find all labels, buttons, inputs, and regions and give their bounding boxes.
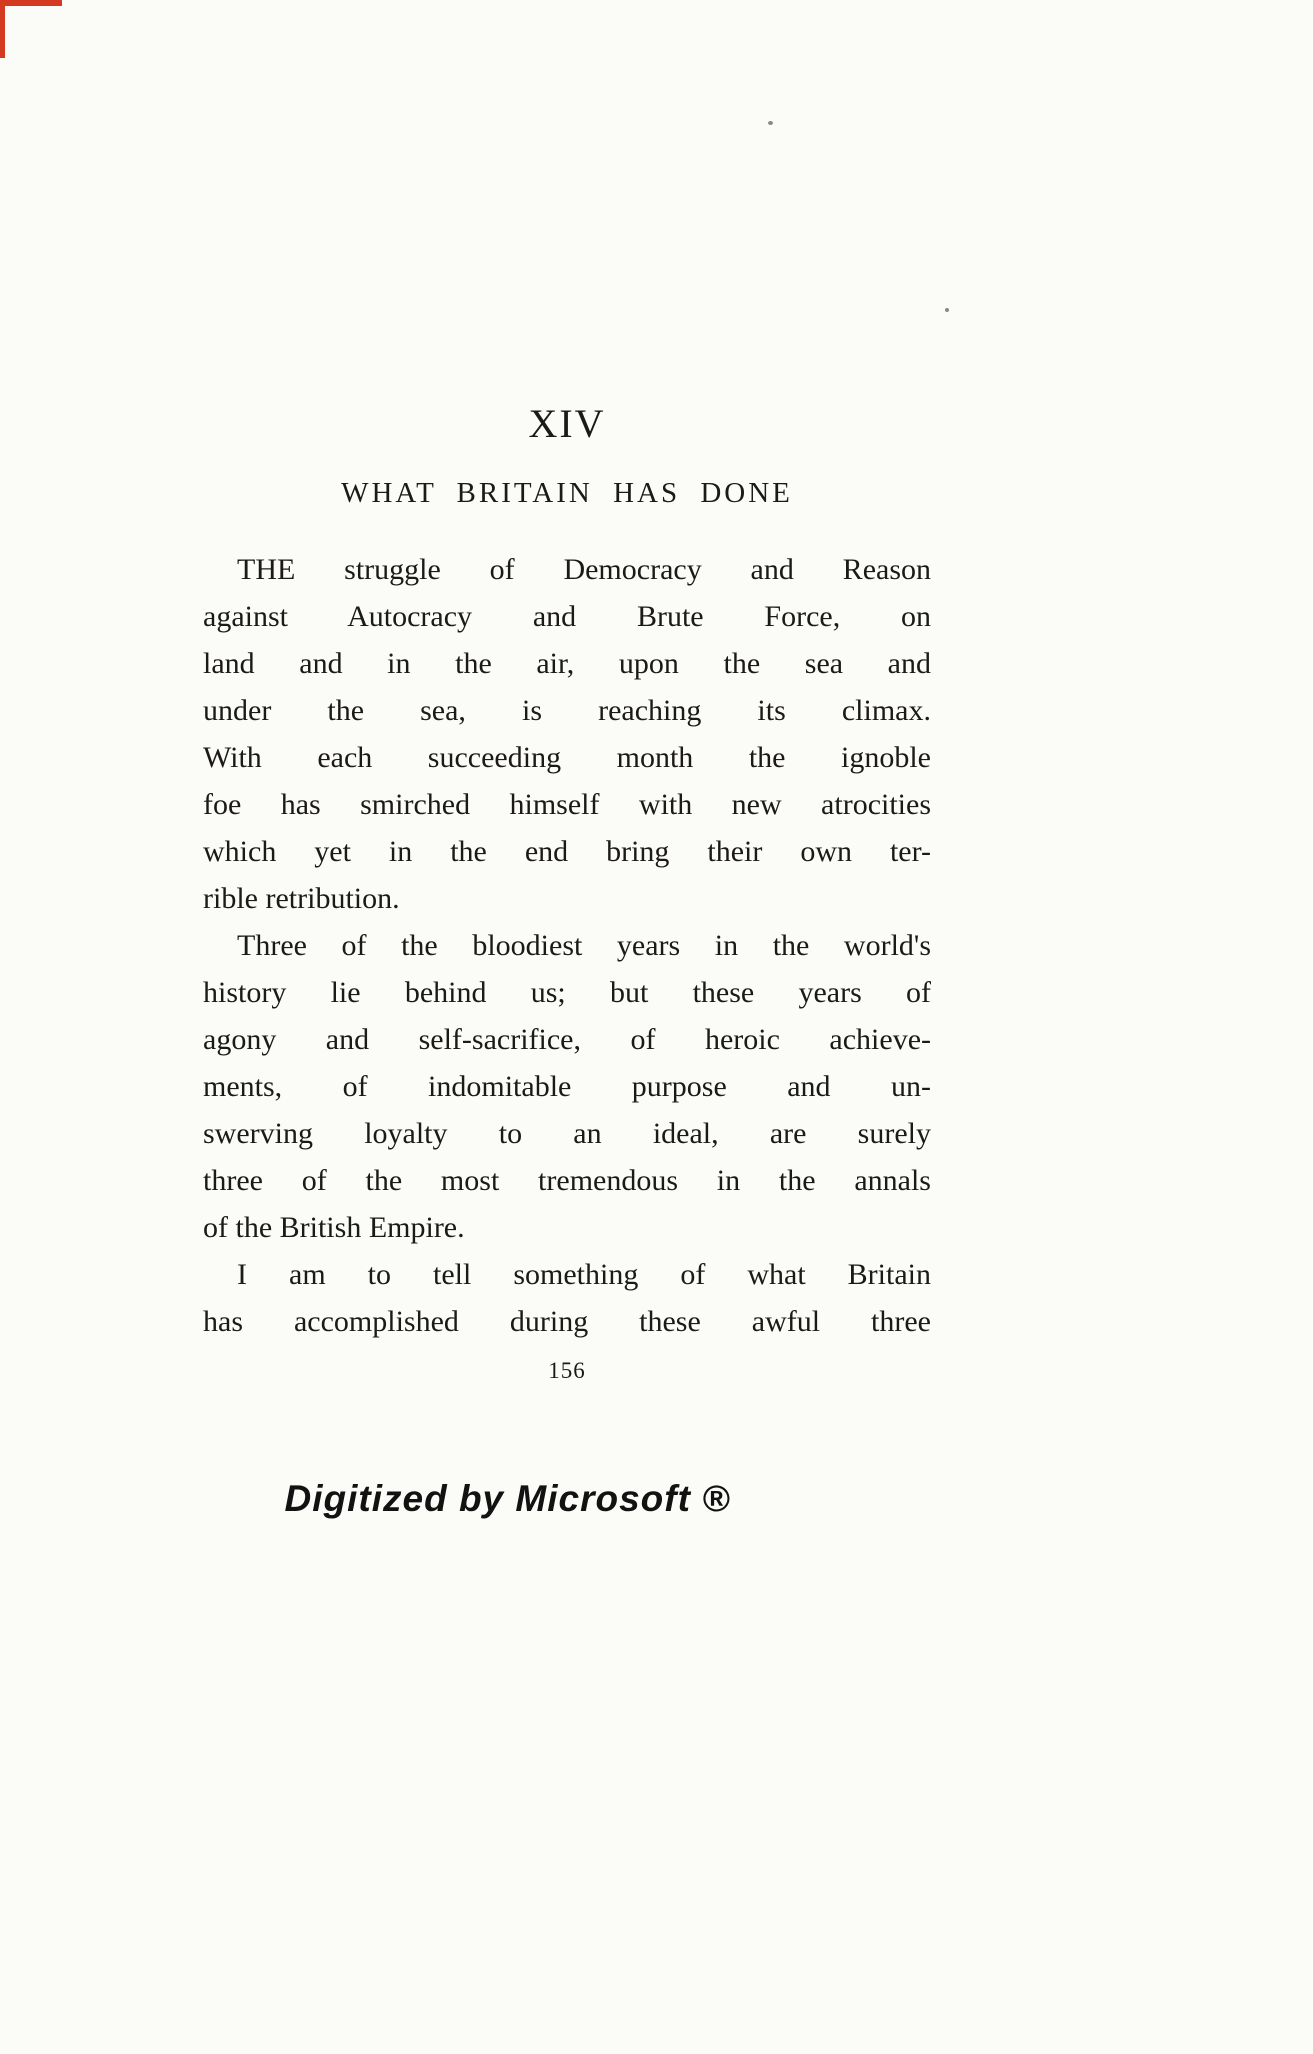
scan-speck: [945, 308, 949, 312]
scan-artifact-red-left: [0, 0, 5, 58]
text-line: THE struggle of Democracy and Reason: [237, 553, 931, 586]
text-line: Three of the bloodiest years in the world's: [237, 929, 931, 962]
text-line: which yet in the end bring their own ter-: [203, 835, 931, 868]
text-line: has accomplished during these awful three: [203, 1305, 931, 1338]
digitization-stamp: Digitized by Microsoft ®: [284, 1478, 731, 1519]
text-line: With each succeeding month the ignoble: [203, 741, 931, 774]
scan-artifact-red-top: [0, 0, 62, 6]
paragraph: [203, 546, 931, 922]
text-line: rible retribution.: [203, 882, 400, 915]
text-line: three of the most tremendous in the annals: [203, 1164, 931, 1197]
scan-speck: [768, 121, 773, 125]
text-line: ments, of indomitable purpose and un-: [203, 1070, 931, 1103]
paragraph: [203, 1251, 931, 1345]
text-line: I am to tell something of what Britain: [237, 1258, 931, 1291]
text-line: land and in the air, upon the sea and: [203, 647, 931, 680]
text-line: under the sea, is reaching its climax.: [203, 694, 931, 727]
chapter-title: WHAT BRITAIN HAS DONE: [341, 477, 793, 509]
paragraph: [203, 922, 931, 1251]
text-line: against Autocracy and Brute Force, on: [203, 600, 931, 633]
text-line: swerving loyalty to an ideal, are surely: [203, 1117, 931, 1150]
text-line: of the British Empire.: [203, 1211, 465, 1244]
page-number: 156: [548, 1358, 586, 1383]
text-line: agony and self-sacrifice, of heroic achieve-: [203, 1023, 931, 1056]
text-line: foe has smirched himself with new atrocities: [203, 788, 931, 821]
chapter-number: XIV: [528, 401, 606, 446]
body-text: [203, 546, 931, 1345]
text-line: history lie behind us; but these years of: [203, 976, 931, 1009]
